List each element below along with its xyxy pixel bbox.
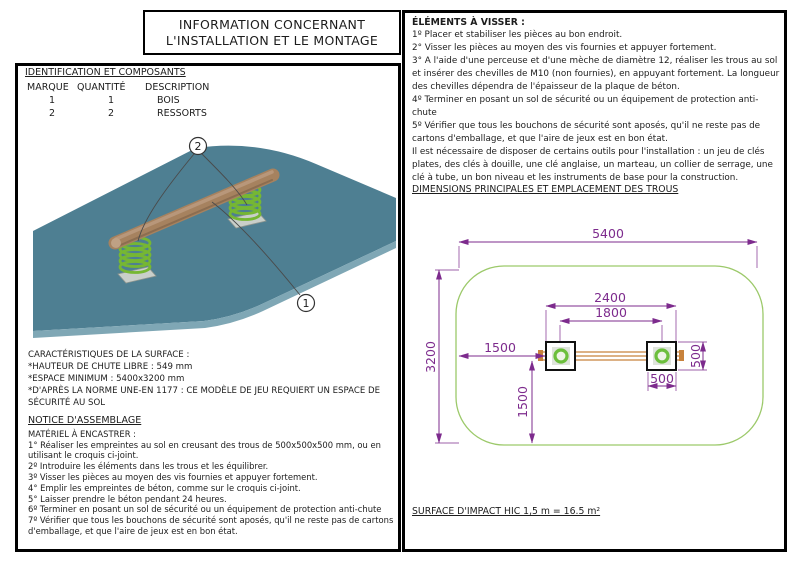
anchor-hole-left (546, 342, 575, 370)
dim-label-3200: 3200 (423, 341, 438, 373)
dim-label-5400: 5400 (592, 226, 624, 241)
table-cell: 2 (107, 108, 115, 119)
surface-characteristics (28, 349, 392, 409)
title-line2: L'INSTALLATION ET LE MONTAGE (165, 32, 379, 48)
dim-label-500-right: 500 (688, 344, 703, 368)
col-header-marque: MARQUE (27, 82, 69, 93)
dim-label-2400: 2400 (594, 290, 626, 305)
table-cell: 1 (48, 95, 56, 106)
screw-step: 5º Vérifier que tous les bouchons de sécurité sont aposés, qu'il ne reste pas de cartons d'emballage, et que l'aire de jeux est en bon état. (412, 121, 761, 144)
isometric-drawing (16, 128, 400, 346)
notice-step: 2º Introduire les éléments dans les trous et les équilibrer. (28, 461, 269, 472)
notice-heading: NOTICE D'ASSEMBLAGE (28, 415, 142, 426)
characteristics-line: *ESPACE MINIMUM : 5400x3200 mm (28, 374, 185, 384)
anchor-hole-right (647, 342, 676, 370)
platform-surface (33, 146, 396, 331)
table-cell: BOIS (157, 95, 180, 106)
screw-step: 1º Placer et stabiliser les pièces au bon endroit. (412, 30, 623, 40)
col-header-description: DESCRIPTION (145, 82, 210, 93)
screw-step: 4º Terminer en posant un sol de sécurité ou un équipement de protection anti-chute (412, 95, 759, 118)
characteristics-line: *D'APRÈS LA NORME UNE-EN 1177 : CE MODÈLE DE JEU REQUIERT UN ESPACE DE SÉCURITÉ AU SOL (28, 386, 381, 408)
plan-drawing (407, 213, 787, 468)
dim-label-500-bottom: 500 (650, 371, 674, 386)
notice-step: 5° Laisser prendre le béton pendant 24 heures. (28, 493, 227, 504)
notice-step: 3º Visser les pièces au moyen des vis fournies et appuyer fortement. (28, 471, 318, 482)
characteristics-heading: CARACTÉRISTIQUES DE LA SURFACE : (28, 350, 190, 360)
col-header-quantite: QUANTITÉ (77, 82, 126, 93)
screw-elements-section (412, 16, 782, 185)
tools-note: Il est nécessaire de disposer de certains outils pour l'installation : un jeu de clés plates, des clés à douille, une clé anglaise, un marteau, un collier de serrage, une clé à tube, un bon niveau et les instruments de base pour la construction. (412, 147, 773, 183)
table-cell: RESSORTS (157, 108, 207, 119)
callout-1-number: 1 (302, 297, 310, 310)
title-line1: INFORMATION CONCERNANT (178, 16, 366, 32)
dim-label-1500-bottom: 1500 (515, 386, 530, 418)
screw-step: 2° Visser les pièces au moyen des vis fournies et appuyer fortement. (412, 43, 717, 53)
callout-1 (298, 295, 315, 312)
dimensions-heading: DIMENSIONS PRINCIPALES ET EMPLACEMENT DES TROUS (412, 184, 679, 195)
assembly-notice (28, 416, 394, 537)
impact-surface-note: SURFACE D'IMPACT HIC 1,5 m = 16.5 m² (412, 506, 601, 517)
dim-label-1500-left: 1500 (484, 340, 516, 355)
screw-step: 3° A l'aide d'une perceuse et d'une mèche de diamètre 12, réaliser les trous au sol et insérer des chevilles de M10 (non fournies), en appuyant fortement. La longueur des chevilles dépendra de l'épaisseur de la plaque de béton. (412, 56, 780, 92)
characteristics-line: *HAUTEUR DE CHUTE LIBRE : 549 mm (28, 362, 193, 372)
table-cell: 2 (48, 108, 56, 119)
dim-label-1800: 1800 (595, 305, 627, 320)
notice-step: 7º Vérifier que tous les bouchons de sécurité sont aposés, qu'il ne reste pas de cartons d'emballage, et que l'aire de jeux est en bon état. (28, 515, 394, 536)
notice-step: 6º Terminer en posant un sol de sécurité ou un équipement de protection anti-chute (28, 504, 382, 515)
components-table (27, 81, 267, 120)
notice-step: 4° Emplir les empreintes de béton, comme sur le croquis ci-joint. (28, 482, 301, 493)
notice-subheading: MATÉRIEL À ENCASTRER : (28, 428, 136, 439)
callout-2 (190, 138, 207, 155)
screw-elements-heading: ÉLÉMENTS À VISSER : (412, 17, 525, 28)
callout-2-number: 2 (194, 140, 202, 153)
identification-heading: IDENTIFICATION ET COMPOSANTS (25, 67, 186, 78)
table-cell: 1 (107, 95, 115, 106)
notice-step: 1° Réaliser les empreintes au sol en creusant des trous de 500x500x500 mm, ou en utilisant le croquis ci-joint. (28, 439, 381, 461)
title-box (143, 10, 401, 55)
